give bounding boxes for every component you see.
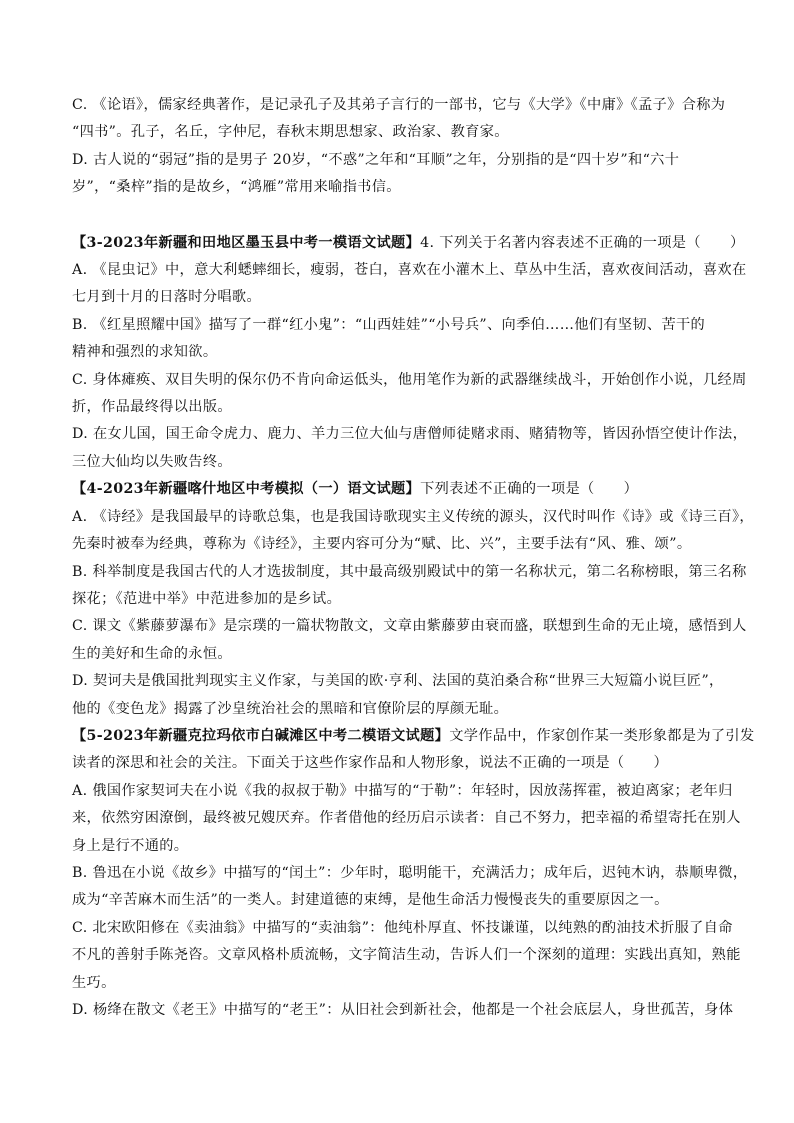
- question-stem: [72, 723, 755, 750]
- question-stem-text: 读者的深思和社会的关注。下面关于这些作家作品和人物形象，说法不正确的一项是（ ）: [72, 755, 669, 772]
- text-line: 先秦时被奉为经典，尊称为《诗经》，主要内容可分为“赋、比、兴”，主要手法有“风、雅、颂”。: [72, 536, 692, 553]
- option-b: [72, 559, 747, 614]
- option-c: [72, 613, 747, 668]
- option-b: [72, 312, 734, 367]
- text-line: B. 《红星照耀中国》描写了一群“红小鬼”：“山西娃娃”“小号兵”、向季伯……他们有坚韧、苦干的: [72, 316, 706, 333]
- option-c: [72, 915, 741, 997]
- option-c: [72, 367, 747, 422]
- text-line: 身上是行不通的。: [72, 837, 189, 854]
- text-line: D. 古人说的“弱冠”指的是男子 20岁，“不惑”之年和“耳顺”之年，分别指的是“四十岁”和“六十: [72, 151, 680, 168]
- option-d: [72, 421, 748, 476]
- text-line: B. 科举制度是我国古代的人才选拔制度，其中最高级别殿试中的第一名称状元，第二名称榜眼，第三名称: [72, 563, 747, 580]
- text-line: D. 杨绛在散文《老王》中描写的“老王”：从旧社会到新社会，他都是一个社会底层人，身世孤苦，身体: [72, 1002, 734, 1018]
- question-stem: [72, 476, 734, 503]
- text-line: 探花；《范进中举》中范进参加的是乡试。: [72, 590, 342, 607]
- text-line: C. 身体瘫痪、双目失明的保尔仍不肯向命运低头，他用笔作为新的武器继续战斗，开始创作小说，几经周: [72, 371, 747, 388]
- text-line: “四书”。孔子，名丘，字仲尼，春秋末期思想家、政治家、教育家。: [72, 124, 509, 141]
- option-d: [72, 997, 734, 1024]
- question-block: [72, 230, 748, 477]
- text-line: D. 在女儿国，国王命令虎力、鹿力、羊力三位大仙与唐僧师徒赌求雨、赌猜物等，皆因孙悟空使计作法，: [72, 426, 748, 443]
- text-line: 七月到十月的日落时分唱歌。: [72, 289, 261, 306]
- text-line: 三位大仙均以失败告终。: [72, 453, 232, 470]
- option-d: [72, 668, 734, 723]
- question-stem-text: 下列表述不正确的一项是（ ）: [420, 481, 639, 498]
- question-source: 【5-2023年新疆克拉玛依市白碱滩区中考二模语文试题】: [72, 727, 450, 744]
- question-block: [72, 723, 755, 1024]
- section-gap: [72, 202, 734, 230]
- text-line: 不凡的善射手陈尧咨。文章风格朴质流畅，文字简洁生动，告诉人们一个深刻的道理：实践出真知，熟能: [72, 947, 741, 964]
- option-c: [72, 92, 734, 147]
- text-line: C. 北宋欧阳修在《卖油翁》中描写的“卖油翁”：他纯朴厚直、怀技谦谨，以纯熟的酌油技术折服了自命: [72, 919, 733, 936]
- text-line: C. 《论语》，儒家经典著作，是记录孔子及其弟子言行的一部书，它与《大学》《中庸》《孟子》合称为: [72, 97, 726, 113]
- text-line: A. 《昆虫记》中，意大利蟋蟀细长，瘦弱，苍白，喜欢在小灌木上、草丛中生活，喜欢夜间活动，喜欢在: [72, 262, 747, 279]
- text-line: 来，依然穷困潦倒，最终被兄嫂厌弃。作者借他的经历启示读者：自己不努力，把幸福的希望寄托在别人: [72, 810, 741, 827]
- previous-question-options: [72, 92, 734, 202]
- option-a: [72, 778, 741, 860]
- text-line: D. 契诃夫是俄国批判现实主义作家，与美国的欧·亨利、法国的莫泊桑合称“世界三大短篇小说巨匠”，: [72, 673, 724, 690]
- text-line: B. 鲁迅在小说《故乡》中描写的“闰土”：少年时，聪明能干，充满活力；成年后，迟钝木讷，恭顺卑微，: [72, 864, 748, 881]
- text-line: A. 俄国作家契诃夫在小说《我的叔叔于勒》中描写的“于勒”：年轻时，因放荡挥霍，被迫离家；老年归: [72, 782, 733, 799]
- option-a: [72, 257, 747, 312]
- question-source: 【4-2023年新疆喀什地区中考模拟（一）语文试题】: [72, 481, 421, 498]
- option-d: [72, 147, 734, 202]
- question-source: 【3-2023年新疆和田地区墨玉县中考一模语文试题】: [72, 234, 421, 251]
- option-b: [72, 860, 748, 915]
- question-block: [72, 476, 754, 723]
- text-line: 成为“辛苦麻木而生活”的一类人。封建道德的束缚，是他生命活力慢慢丧失的重要原因之一。: [72, 892, 669, 909]
- question-stem-text: 文学作品中，作家创作某一类形象都是为了引发: [449, 727, 755, 744]
- option-a: [72, 504, 754, 559]
- text-line: 他的《变色龙》揭露了沙皇统治社会的黑暗和官僚阶层的厚颜无耻。: [72, 700, 509, 717]
- text-line: 生的美好和生命的永恒。: [72, 645, 232, 662]
- text-line: 精神和强烈的求知欲。: [72, 344, 218, 361]
- text-line: C. 课文《紫藤萝瀑布》是宗璞的一篇状物散文，文章由紫藤萝由衰而盛，联想到生命的无止境，感悟到人: [72, 618, 747, 635]
- text-line: 生巧。: [72, 974, 116, 991]
- question-stem: [72, 230, 745, 257]
- question-list: [72, 230, 755, 1025]
- text-line: A. 《诗经》是我国最早的诗歌总集，也是我国诗歌现实主义传统的源头，汉代时叫作《诗》或《诗三百》，: [72, 508, 754, 525]
- question-stem-text: 4. 下列关于名著内容表述不正确的一项是（ ）: [420, 234, 745, 251]
- text-line: 折，作品最终得以出版。: [72, 399, 232, 416]
- text-line: 岁”，“桑梓”指的是故乡，“鸿雁”常用来喻指书信。: [72, 179, 401, 196]
